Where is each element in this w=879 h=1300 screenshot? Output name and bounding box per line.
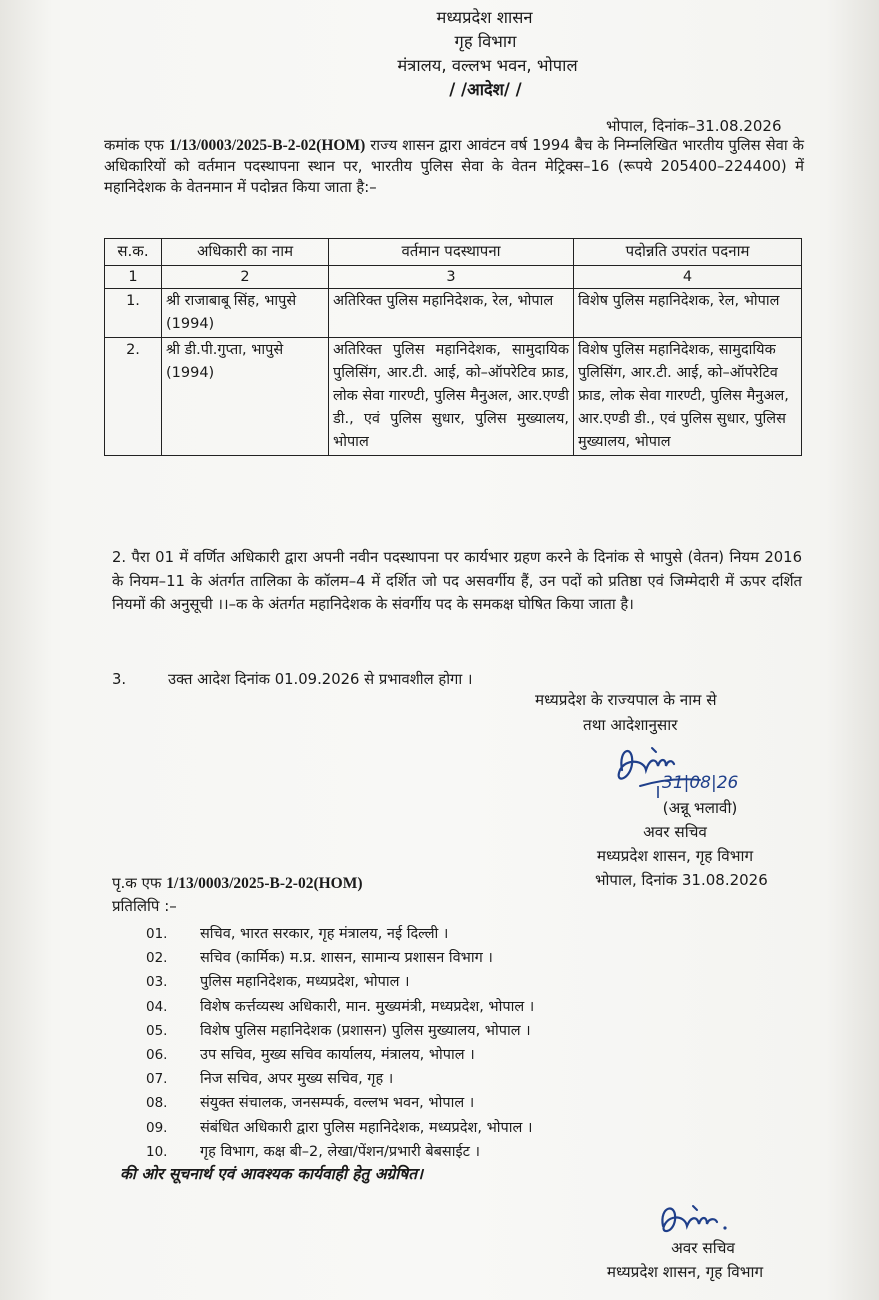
column-header-current-posting: वर्तमान पदस्थापना <box>329 239 574 266</box>
forwarding-note: की ओर सूचनार्थ एवं आवश्यक कार्यवाही हेतु अग्रेषित। <box>120 1165 423 1183</box>
by-order-line: तथा आदेशानुसार <box>583 716 678 734</box>
order-paragraph-1 <box>104 135 804 198</box>
table-header-row <box>105 239 802 266</box>
table-row <box>105 289 802 338</box>
signatory-department: मध्यप्रदेश शासन, गृह विभाग <box>606 1263 764 1281</box>
authority-line <box>535 688 805 738</box>
order-heading: / /आदेश/ / <box>449 80 522 99</box>
item-text: विशेष पुलिस महानिदेशक (प्रशासन) पुलिस मुख्यालय, भोपाल । <box>200 1022 531 1039</box>
item-number: 04. <box>146 998 168 1015</box>
signature-date: 31|08|26 <box>662 773 739 793</box>
column-number: 2 <box>162 266 329 289</box>
signature-mark <box>600 740 770 802</box>
list-item <box>146 1019 806 1043</box>
item-number: 07. <box>146 1071 168 1088</box>
column-header-name: अधिकारी का नाम <box>162 239 329 266</box>
signatory-designation: अवर सचिव <box>671 1239 735 1257</box>
column-number: 3 <box>329 266 574 289</box>
paragraph-number: 3. <box>112 671 127 688</box>
row-serial: 2. <box>105 338 162 456</box>
list-item <box>146 1067 806 1091</box>
promoted-designation: विशेष पुलिस महानिदेशक, रेल, भोपाल <box>574 289 802 338</box>
order-reference-number: 1/13/0003/2025-B-2-02(HOM) <box>168 137 366 154</box>
item-text: गृह विभाग, कक्ष बी–2, लेखा/पेंशन/प्रभारी बेबसाईट । <box>200 1143 480 1160</box>
promoted-designation: विशेष पुलिस महानिदेशक, सामुदायिक पुलिसिंग, आर.टी. आई, को–ऑपरेटिव फ्राड, लोक सेवा गारण्टी, पुलिस मैनुअल, आर.एण्डी डी., एवं पुलिस सुधार, पुलिस मुख्यालय, भोपाल <box>574 338 802 456</box>
order-paragraph-1-text: राज्य शासन द्वारा आवंटन वर्ष 1994 बैच के निम्नलिखित भारतीय पुलिस सेवा के अधिकारियों को वर्तमान पदस्थापना स्थान पर, भारतीय पुलिस सेवा के वेतन मेट्रिक्स–16 (रूपये 205400–224400) में महानिदेशक के वेतनमान में पदोन्नत किया जाता है:– <box>104 137 804 196</box>
table-row <box>105 338 802 456</box>
item-number: 05. <box>146 1022 168 1039</box>
current-posting: अतिरिक्त पुलिस महानिदेशक, सामुदायिक पुलिसिंग, आर.टी. आई, को–ऑपरेटिव फ्राड, लोक सेवा गारण्टी, पुलिस मैनुअल, आर.एण्डी डी., एवं पुलिस सुधार, पुलिस मुख्यालय, भोपाल <box>329 338 574 456</box>
copy-reference <box>112 873 363 893</box>
row-serial: 1. <box>105 289 162 338</box>
item-text: विशेष कर्त्तव्यस्थ अधिकारी, मान. मुख्यमंत्री, मध्यप्रदेश, भोपाल । <box>200 998 535 1015</box>
state-government-title: मध्यप्रदेश शासन <box>436 8 533 27</box>
column-number: 1 <box>105 266 162 289</box>
item-text: निज सचिव, अपर मुख्य सचिव, गृह । <box>200 1071 394 1088</box>
item-text: संबंधित अधिकारी द्वारा पुलिस महानिदेशक, मध्यप्रदेश, भोपाल । <box>200 1119 533 1136</box>
signatory-designation: अवर सचिव <box>643 823 707 841</box>
list-item <box>146 995 806 1019</box>
item-number: 10. <box>146 1143 168 1160</box>
item-text: पुलिस महानिदेशक, मध्यप्रदेश, भोपाल । <box>200 974 410 991</box>
order-paragraph-2: 2. पैरा 01 में वर्णित अधिकारी द्वारा अपनी नवीन पदस्थापना पर कार्यभार ग्रहण करने के दिनांक से भापुसे (वेतन) नियम 2016 के नियम–11 के अंतर्गत तालिका के कॉलम–4 में दर्शित जो पद असवर्गीय हैं, उन पदों को प्रतिष्ठा एवं जिम्मेदारी में ऊपर दर्शित नियमों की अनुसूची ।।–क के अंतर्गत महानिदेशक के संवर्गीय पद के समकक्ष घोषित किया जाता है। <box>112 549 802 613</box>
item-number: 01. <box>146 926 168 942</box>
item-text: सचिव (कार्मिक) म.प्र. शासन, सामान्य प्रशासन विभाग । <box>200 950 493 967</box>
item-number: 03. <box>146 974 168 991</box>
copy-reference-prefix: पृ.क एफ <box>112 874 162 892</box>
copy-to-label: प्रतिलिपि :– <box>112 897 177 915</box>
list-item <box>146 970 806 994</box>
signatory-name: (अन्नू भलावी) <box>662 799 738 817</box>
signatory-block-2 <box>575 1236 795 1284</box>
list-item <box>146 1091 806 1115</box>
item-text: सचिव, भारत सरकार, गृह मंत्रालय, नई दिल्ली । <box>200 926 449 942</box>
order-number-prefix: कमांक एफ <box>104 137 164 154</box>
list-item <box>146 946 806 970</box>
list-item <box>146 1043 806 1067</box>
column-header-promoted-designation: पदोन्नति उपरांत पदनाम <box>574 239 802 266</box>
item-number: 08. <box>146 1095 168 1112</box>
copy-reference-number: 1/13/0003/2025-B-2-02(HOM) <box>166 875 363 892</box>
item-text: संयुक्त संचालक, जनसम्पर्क, वल्लभ भवन, भोपाल । <box>200 1095 475 1112</box>
promotion-table <box>104 238 802 456</box>
column-number: 4 <box>574 266 802 289</box>
signatory-department: मध्यप्रदेश शासन, गृह विभाग <box>596 847 754 865</box>
copy-recipient-list <box>146 922 806 1164</box>
officer-name: श्री डी.पी.गुप्ता, भापुसे (1994) <box>162 338 329 456</box>
table-column-number-row <box>105 266 802 289</box>
effective-date-text: उक्त आदेश दिनांक 01.09.2026 से प्रभावशील होगा । <box>168 671 473 688</box>
office-address: मंत्रालय, वल्लभ भवन, भोपाल <box>397 56 578 75</box>
list-item <box>146 922 806 946</box>
list-item <box>146 1116 806 1140</box>
item-text: उप सचिव, मुख्य सचिव कार्यालय, मंत्रालय, भोपाल । <box>200 1046 475 1063</box>
governor-name-line: मध्यप्रदेश के राज्यपाल के नाम से <box>535 691 717 709</box>
item-number: 02. <box>146 950 168 967</box>
officer-name: श्री राजाबाबू सिंह, भापुसे (1994) <box>162 289 329 338</box>
copy-date: भोपाल, दिनांक 31.08.2026 <box>595 871 768 889</box>
letterhead <box>0 6 879 102</box>
list-item <box>146 1140 806 1164</box>
signatory-block <box>550 796 800 868</box>
department-title: गृह विभाग <box>454 32 517 51</box>
item-number: 06. <box>146 1046 168 1063</box>
item-number: 09. <box>146 1119 168 1136</box>
order-paragraph-3 <box>112 669 473 689</box>
current-posting: अतिरिक्त पुलिस महानिदेशक, रेल, भोपाल <box>329 289 574 338</box>
column-header-sn: स.क. <box>105 239 162 266</box>
order-date: भोपाल, दिनांक–31.08.2026 <box>606 117 782 135</box>
